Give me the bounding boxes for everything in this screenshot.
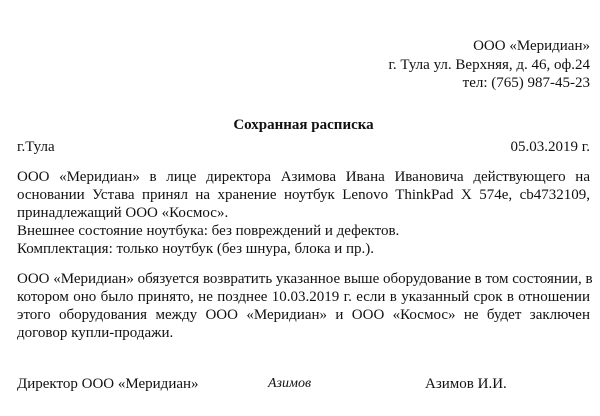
document-date: 05.03.2019 г. [510, 139, 590, 155]
paragraph-line: этого оборудования между ООО «Меридиан» и ООО «Космос» не будет заключен [17, 307, 590, 323]
paragraph-obligation [17, 270, 593, 342]
company-phone: тел: (765) 987-45-23 [462, 75, 590, 91]
paragraph-line: принадлежащий ООО «Космос». [17, 205, 229, 221]
paragraph-line: договор купли-продажи. [17, 325, 174, 341]
completeness-line: Комплектация: только ноутбук (без шнура, блока и пр.). [17, 241, 375, 257]
signer-name: Азимов И.И. [425, 376, 507, 392]
condition-line: Внешнее состояние ноутбука: без повреждений и дефектов. [17, 223, 400, 239]
sender-header [190, 37, 590, 93]
signer-position: Директор ООО «Меридиан» [17, 376, 199, 392]
paragraph-line: котором оно было принято, не позднее 10.03.2019 г. если в указанный срок в отношении [17, 289, 590, 305]
document-title: Сохранная расписка [233, 117, 374, 133]
handwritten-signature: Азимов [268, 376, 312, 391]
paragraph-line: ООО «Меридиан» обязуется возвратить указанное выше оборудование в том состоянии, в [17, 271, 593, 287]
paragraph-acceptance [17, 168, 590, 258]
city: г.Тула [17, 139, 55, 155]
paragraph-line: ООО «Меридиан» в лице директора Азимова Ивана Ивановича действующего на [17, 169, 590, 185]
company-address: г. Тула ул. Верхняя, д. 46, оф.24 [388, 56, 590, 73]
company-name: ООО «Меридиан» [473, 38, 590, 54]
paragraph-line: основании Устава принял на хранение ноутбук Lenovo ThinkPad X 574e, cb4732109, [17, 187, 590, 203]
